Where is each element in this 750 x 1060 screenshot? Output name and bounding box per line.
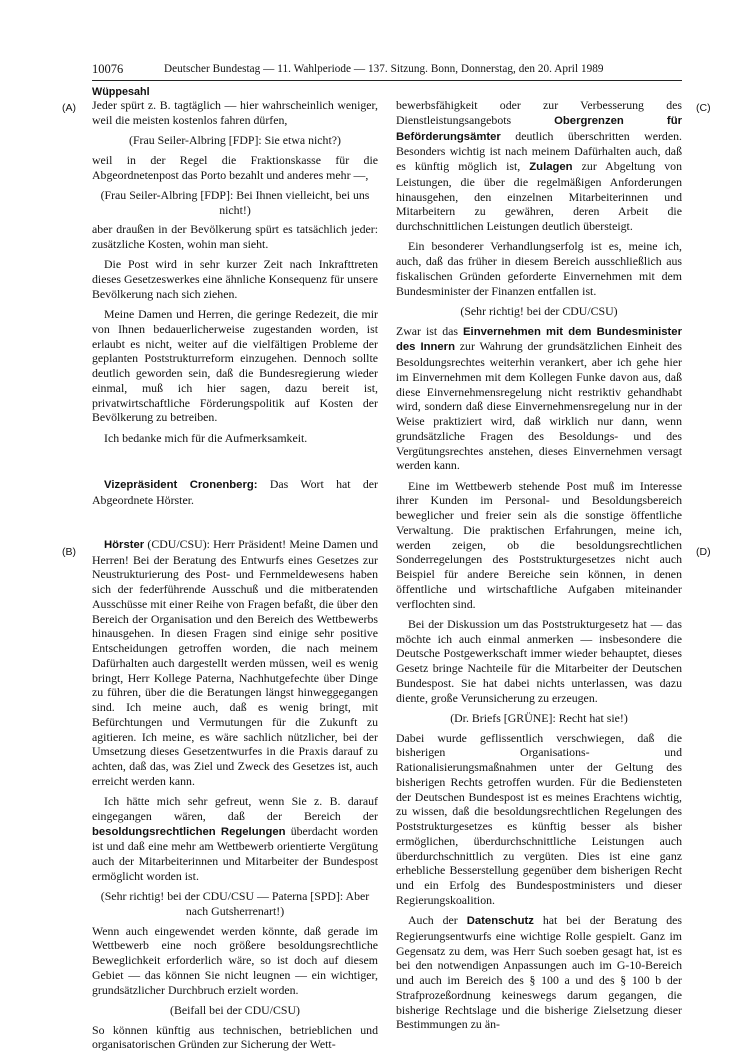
emphasis-run: Obergrenzen für Beförderungsämter xyxy=(396,114,682,143)
paragraph: Ich bedanke mich für die Aufmerksamkeit. xyxy=(104,430,308,445)
margin-mark-d: (D) xyxy=(696,546,711,558)
paragraph xyxy=(396,98,682,234)
page-number: 10076 xyxy=(92,62,124,76)
paragraph: Ein besonderer Verhandlungserfolg ist es, meine ich, auch, daß das früher in diesem Bereich ausschließlich aus fiskalischen Gründen geforderte Einvernehmen mit dem Bundesminister der Finanzen entfallen ist. xyxy=(396,239,682,298)
interjection: (Frau Seiler-Albring [FDP]: Sie etwa nicht?) xyxy=(129,133,341,147)
text-run: Ich hätte mich sehr gefreut, wenn Sie z. B. darauf eingegangen wären, daß der Bereich der xyxy=(92,794,378,823)
paragraph: Dabei wurde geflissentlich verschwiegen, daß die bisherigen Organisations- und Rationalisierungsmaßnahmen unter der Geltung des bisherigen Rechts getroffen wurden. Für die Bediensteten der Deutschen Bundespost ist es meines Erachtens wichtig, zu wissen, daß die besoldungsrechtlichen Regelungen des Poststrukturgesetzes es künftig besser als bisher ermöglichen, überdurchschnittliche Leistungen auch überdurchschnittlich zu vergüten. Dies ist eine ganz erhebliche Besserstellung gegenüber dem bisherigen Recht und ein Erfolg des Bundespostministers und dieser Regierungskoalition. xyxy=(396,730,682,907)
spacer xyxy=(92,513,378,527)
margin-mark-b: (B) xyxy=(62,546,76,558)
interjection: (Sehr richtig! bei der CDU/CSU — Paterna [SPD]: Aber nach Gutsherrenart!) xyxy=(100,889,370,918)
running-header xyxy=(92,62,682,82)
emphasis-run: Zulagen xyxy=(529,161,573,173)
paragraph: Wenn auch eingewendet werden könnte, daß gerade im Wettbewerb eine noch größere besoldungsrechtliche Beweglichkeit erforderlich wäre, so ist doch auf diesem Gebiet — das können Sie nicht leugnen — ein wichtiger, grundsätzlicher Durchbruch erzielt worden. xyxy=(92,923,378,997)
text-run: deutlich überschritten werden. Besonders wichtig ist nach meinem Dafürhalten auch, daß es künftig möglich ist, xyxy=(396,128,682,173)
interjection: (Dr. Briefs [GRÜNE]: Recht hat sie!) xyxy=(450,710,628,725)
speaker-name: Hörster xyxy=(104,538,145,551)
interjection: (Sehr richtig! bei der CDU/CSU) xyxy=(460,303,618,318)
speaker-text: Das Wort hat der Abgeordnete Hörster. xyxy=(92,476,378,507)
paragraph: weil in der Regel die Fraktionskasse für die Abgeordnetenpost das Porto bezahlt und anderes mehr —, xyxy=(92,152,378,182)
right-column xyxy=(396,98,682,1038)
speaker-paragraph xyxy=(92,477,378,508)
text-run: zur Wahrung der grundsätzlichen Einheit des Besoldungsrechtes weiterhin verankert, aber ich gehe hier im Einvernehmen mit dem Kollegen Funke davon aus, daß diese Einvernehmensregelung nicht restriktiv gehandhabt wird, sondern daß diese Einvernehmensregelung nur in der Weise praktiziert wird, daß wirklich nur dann, wenn grundsätzliche Fragen des Besoldungs- und des Vergütungsrechtes anstehen, dieses Einvernehmen versagt werden kann. xyxy=(396,339,682,473)
header-rule xyxy=(92,80,682,81)
text-run: bewerbsfähigkeit oder zur Verbesserung des Dienstleistungsangebots xyxy=(396,98,682,127)
text-run: Zwar ist das xyxy=(396,323,464,338)
margin-mark-a: (A) xyxy=(62,102,76,114)
left-column xyxy=(92,98,378,1058)
margin-mark-c: (C) xyxy=(696,102,711,114)
paragraph: Meine Damen und Herren, die geringe Redezeit, die mir von Ihnen bedauerlicherweise zugestanden worden, ist erlaubt es nicht, weiter auf die vielfältigen Probleme der geplanten Poststrukturreform einzugehen. Dennoch sollte deutlich geworden sein, daß die Bundesregierung wieder einmal, muß ich hier sagen, dazu bereit ist, privatwirtschaftliche Förderungspolitik auf Kosten der Bevölkerung zu betreiben. xyxy=(92,307,378,425)
text-run: Auch der xyxy=(408,913,467,927)
paragraph: Die Post wird in sehr kurzer Zeit nach Inkrafttreten dieses Gesetzeswerkes eine ähnliche Konsequenz für unsere Bevölkerung nach sich ziehen. xyxy=(92,257,378,301)
paragraph xyxy=(92,794,378,884)
spacer xyxy=(92,451,378,467)
emphasis-run: Einvernehmen mit dem Bundesminister des Innern xyxy=(396,325,682,354)
running-title: Deutscher Bundestag — 11. Wahlperiode — 137. Sitzung. Bonn, Donnerstag, den 20. April 1989 xyxy=(164,63,604,75)
paragraph: So können künftig aus technischen, betrieblichen und organisatorischen Gründen zur Sicherung der Wett- xyxy=(92,1022,378,1052)
emphasis-run: besoldungsrechtlichen Regelungen xyxy=(92,825,286,838)
paragraph: Eine im Wettbewerb stehende Post muß im Interesse ihrer Kunden im Personal- und Besoldungsbereich beweglicher und freier sein als die sonstige öffentliche Verwaltung. Die praktischen Erfahrungen, meine ich, werden zeigen, ob die besoldungsrechtlichen Sonderregelungen des Poststrukturgesetzes nicht auch Beispiel für andere Bereiche sein können, in denen öffentliche und wirtschaftliche Aufgaben miteinander verflochten sind. xyxy=(396,478,682,611)
paragraph: aber draußen in der Bevölkerung spürt es tatsächlich jeder: zusätzliche Kosten, wohin man sieht. xyxy=(92,222,378,251)
emphasis-run: Datenschutz xyxy=(466,915,534,927)
text-run: überdacht worden ist und daß eine mehr am Wettbewerb orientierte Vergütung auch der Mitarbeiterinnen und Mitarbeiter der Bundespost ermöglicht worden ist. xyxy=(92,823,378,883)
speaker-heading: Wüppesahl xyxy=(92,86,150,98)
speaker-paragraph xyxy=(92,537,378,789)
paragraph: Jeder spürt z. B. tagtäglich — hier wahrscheinlich weniger, weil die meisten kostenlos fahren dürfen, xyxy=(92,98,378,127)
paragraph xyxy=(396,324,682,474)
speaker-name: Vizepräsident Cronenberg: xyxy=(104,478,258,491)
paragraph: Bei der Diskussion um das Poststrukturgesetz hat — das möchte ich auch einmal anmerken — insbesondere die Deutsche Postgewerkschaft immer wieder behauptet, dieses Gesetz bringe Nachteile für die Mitarbeiter der Deutschen Bundespost. Sie hat dabei nichts unterlassen, was dazu diente, große Verunsicherung zu erzeugen. xyxy=(396,616,682,705)
interjection: (Beifall bei der CDU/CSU) xyxy=(170,1002,300,1017)
paragraph xyxy=(396,913,682,1032)
text-run: zur Abgeltung von Leistungen, die über die regelmäßigen Anforderungen hinausgehen, den einzelnen Mitarbeiterinnen und Mitarbeitern zu gewähren, deren Arbeit die durchschnittlichen Leistungen deutlich übersteigt. xyxy=(396,159,682,233)
interjection: (Frau Seiler-Albring [FDP]: Bei Ihnen vielleicht, bei uns nicht!) xyxy=(100,187,370,217)
speaker-text: (CDU/CSU): Herr Präsident! Meine Damen und Herren! Bei der Beratung des Entwurfs eines Gesetzes zur Neustrukturierung des Post- und Fernmeldewesens haben sich der federführende Ausschuß und die mitberatenden Ausschüsse mit einer Reihe von Fragen befaßt, die über den Bereich der Organisation und den Bereich des Wettbewerbs hinausgehen. In diesen Fragen sind einige sehr positive Entscheidungen getroffen worden, die nach meinem Dafürhalten auch dargestellt werden müssen, weil es wenig bringt, Herr Kollege Paterna, Nachhutgefechte über Dinge zu führen, über die die Beratungen längst hinweggegangen sind. Ich meine auch, daß es wenig bringt, mit Befürchtungen und Vermutungen für die Zukunft zu agitieren. Ich meine, es wäre sachlich nützlicher, bei der Umsetzung dieses Gesetzentwurfes in die Praxis darauf zu achten, daß das, was Ziel und Zweck des Gesetzes ist, auch erreicht werden kann. xyxy=(92,536,378,788)
text-run: hat bei der Beratung des Regierungsentwurfs eine wichtige Rolle gespielt. Ganz im Gegensatz zu dem, was Herr Such soeben gesagt hat, ist es bei den notwendigen Anpassungen auch im G-10-Bereich und auch im Bereich des § 100 a und des § 100 b der Strafprozeßordnung keineswegs darum gegangen, die bisherige Rechtslage und die bisherige Zielsetzung dieser Bestimmungen zu än- xyxy=(396,913,682,1032)
